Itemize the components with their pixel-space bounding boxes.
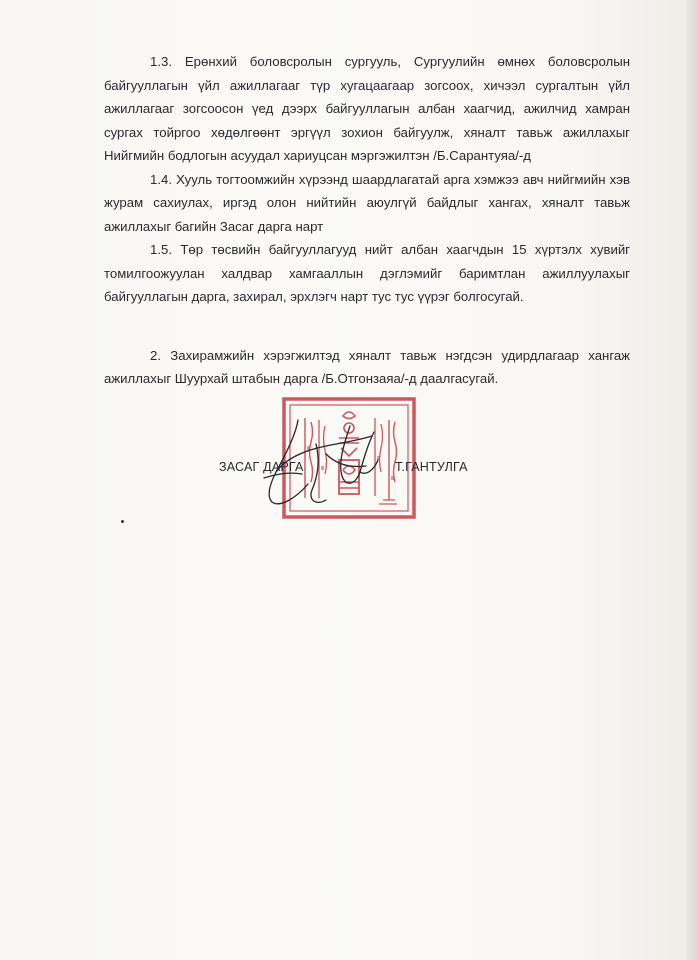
page-edge-shadow [686,0,698,960]
paragraph-1-3: 1.3. Ерөнхий боловсролын сургууль, Сургуулийн өмнөх боловсролын байгууллагын үйл ажиллагааг түр хугацаагаар зогсоох, хичээл сургалтын үйл ажиллагааг зогсоосон үед дээрх байгууллагын албан хаагчид, ажилчид хамран сургах тойргоо хөдөлгөөнт эргүүл зохион байгуулж, хяналт тавьж ажиллахыг Нийгмийн бодлогын асуудал хариуцсан мэргэжилтэн /Б.Сарантуяа/-д [104,54,630,163]
signatory-name: Т.ГАНТУЛГА [395,460,468,474]
signatory-title: ЗАСАГ ДАРГА [219,460,304,474]
paper-speck [121,520,124,523]
document-body [104,50,630,391]
paragraph-1-5: 1.5. Төр төсвийн байгууллагууд нийт албан хаагчдын 15 хүртэлх хувийг томилгоожуулан халдвар хамгааллын дэглэмийг баримтлан ажиллуулахыг байгууллагын дарга, захирал, эрхлэгч нарт тус тус үүрэг болгосугай. [104,242,630,304]
paragraph-1-4: 1.4. Хууль тогтоомжийн хүрээнд шаардлагатай арга хэмжээ авч нийгмийн хэв журам сахиулах, иргэд олон нийтийн аюулгүй байдлыг хангах, хяналт тавьж ажиллахыг багийн Засаг дарга нарт [104,171,630,234]
paragraph-2: 2. Захирамжийн хэрэгжилтэд хяналт тавьж нэгдсэн удирдлагаар хангаж ажиллахыг Шуурхай штабын дарга /Б.Отгонзаяа/-д даалгасугай. [104,347,630,386]
